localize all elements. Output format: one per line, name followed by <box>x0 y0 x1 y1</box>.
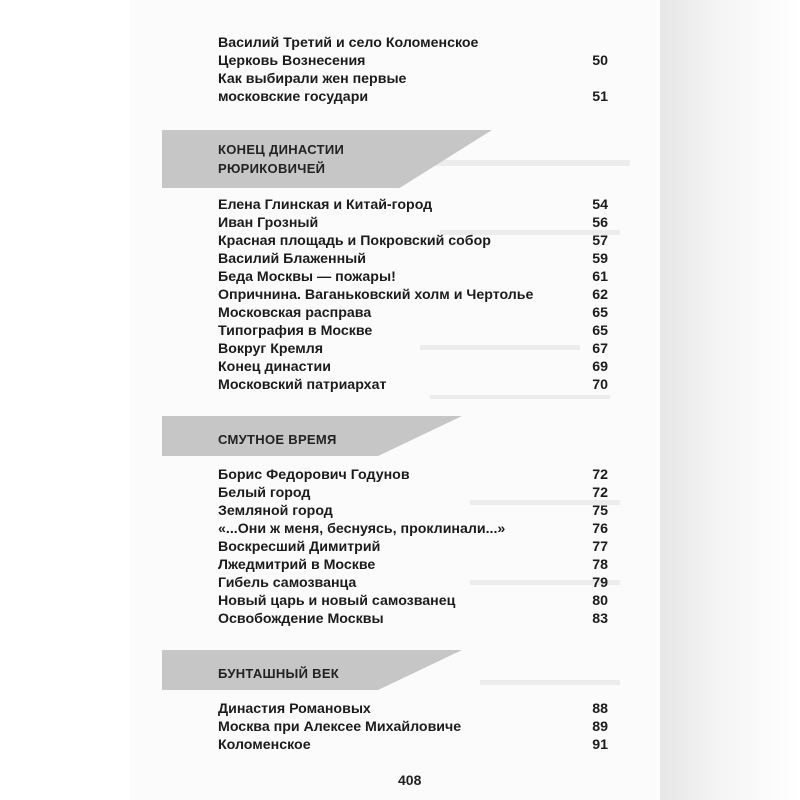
toc-entry-page: 76 <box>592 521 608 537</box>
toc-entry <box>218 70 608 106</box>
toc-entry-page: 88 <box>592 701 608 717</box>
toc-entry-page: 57 <box>592 233 608 249</box>
toc-entry-title: «...Они ж меня, беснуясь, проклинали...» <box>218 521 506 537</box>
toc-entry <box>218 502 608 520</box>
toc-entry <box>218 700 608 718</box>
toc-entry-title: Василий Третий и село Коломенское <box>218 35 479 51</box>
toc-entry-page: 89 <box>592 719 608 735</box>
toc-entry-page: 91 <box>592 737 608 753</box>
toc-entry <box>218 466 608 484</box>
toc-entry <box>218 484 608 502</box>
toc-entry-title: Красная площадь и Покровский собор <box>218 233 491 249</box>
toc-entry-page: 51 <box>592 89 608 105</box>
toc-entry-title: Белый город <box>218 485 311 501</box>
toc-entry <box>218 286 608 304</box>
toc-entry <box>218 340 608 358</box>
section-heading: СМУТНОЕ ВРЕМЯ <box>218 432 337 447</box>
toc-entry-title: Московская расправа <box>218 305 372 321</box>
toc-entry-title: Конец династии <box>218 359 331 375</box>
toc-entry <box>218 250 608 268</box>
toc-entry <box>218 52 608 70</box>
toc-entry <box>218 736 608 754</box>
toc-entry-page: 54 <box>592 197 608 213</box>
toc-entry-page: 80 <box>592 593 608 609</box>
toc-entry-page: 78 <box>592 557 608 573</box>
page-edge-shadow <box>660 0 800 800</box>
toc-entry-page: 72 <box>592 485 608 501</box>
toc-entry-title: Церковь Вознесения <box>218 53 366 69</box>
toc-entry-page: 59 <box>592 251 608 267</box>
toc-entry-title: Елена Глинская и Китай-город <box>218 197 433 213</box>
toc-entry <box>218 322 608 340</box>
toc-entry-page: 70 <box>592 377 608 393</box>
toc-entry-title: Династия Романовых <box>218 701 371 717</box>
bleed-through-mark <box>480 680 620 685</box>
toc-entry-page: 72 <box>592 467 608 483</box>
section-heading: КОНЕЦ ДИНАСТИИ РЮРИКОВИЧЕЙ <box>218 142 345 176</box>
toc-entry-title: Опричнина. Ваганьковский холм и Чертолье <box>218 287 534 303</box>
toc-entry <box>218 376 608 394</box>
toc-entry-title: Беда Москвы — пожары! <box>218 269 396 285</box>
toc-entry-title: Новый царь и новый самозванец <box>218 593 456 609</box>
toc-entry-title: Москва при Алексее Михайловиче <box>218 719 462 735</box>
toc-entry-title: Василий Блаженный <box>218 251 366 267</box>
toc-entry <box>218 196 608 214</box>
toc-entry <box>218 358 608 376</box>
toc-entry <box>218 232 608 250</box>
toc-entry-page: 83 <box>592 611 608 627</box>
toc-entry-title: Освобождение Москвы <box>218 611 384 627</box>
toc-entry-title: Как выбирали жен первые московские государи <box>218 71 407 105</box>
toc-entry-title: Иван Грозный <box>218 215 319 231</box>
toc-entry <box>218 34 608 52</box>
toc-entry-page: 61 <box>592 269 608 285</box>
toc-entry <box>218 556 608 574</box>
toc-entry-title: Лжедмитрий в Москве <box>218 557 376 573</box>
toc-entry <box>218 538 608 556</box>
toc-entry-title: Воскресший Димитрий <box>218 539 381 555</box>
toc-entry-page: 79 <box>592 575 608 591</box>
bleed-through-mark <box>430 160 630 166</box>
toc-entry <box>218 610 608 628</box>
toc-entry-title: Вокруг Кремля <box>218 341 324 357</box>
toc-entry <box>218 520 608 538</box>
toc-entry-page: 65 <box>592 323 608 339</box>
toc-entry-title: Типография в Москве <box>218 323 373 339</box>
toc-entry-page: 75 <box>592 503 608 519</box>
toc-entry-page: 77 <box>592 539 608 555</box>
toc-entry-page: 69 <box>592 359 608 375</box>
toc-entry-title: Гибель самозванца <box>218 575 357 591</box>
toc-entry-page: 62 <box>592 287 608 303</box>
toc-entry-title: Борис Федорович Годунов <box>218 467 410 483</box>
toc-entry-page: 65 <box>592 305 608 321</box>
toc-entry-title: Московский патриархат <box>218 377 387 393</box>
toc-entry <box>218 214 608 232</box>
toc-entry <box>218 268 608 286</box>
toc-entry-page: 50 <box>592 53 608 69</box>
toc-entry-page: 67 <box>592 341 608 357</box>
toc-entry-title: Земляной город <box>218 503 333 519</box>
toc-entry-title: Коломенское <box>218 737 311 753</box>
toc-entry <box>218 304 608 322</box>
page-number: 408 <box>398 772 422 788</box>
toc-entry-page: 56 <box>592 215 608 231</box>
section-heading: БУНТАШНЫЙ ВЕК <box>218 666 340 681</box>
bleed-through-mark <box>430 395 610 399</box>
toc-entry <box>218 718 608 736</box>
toc-entry <box>218 574 608 592</box>
toc-entry <box>218 592 608 610</box>
